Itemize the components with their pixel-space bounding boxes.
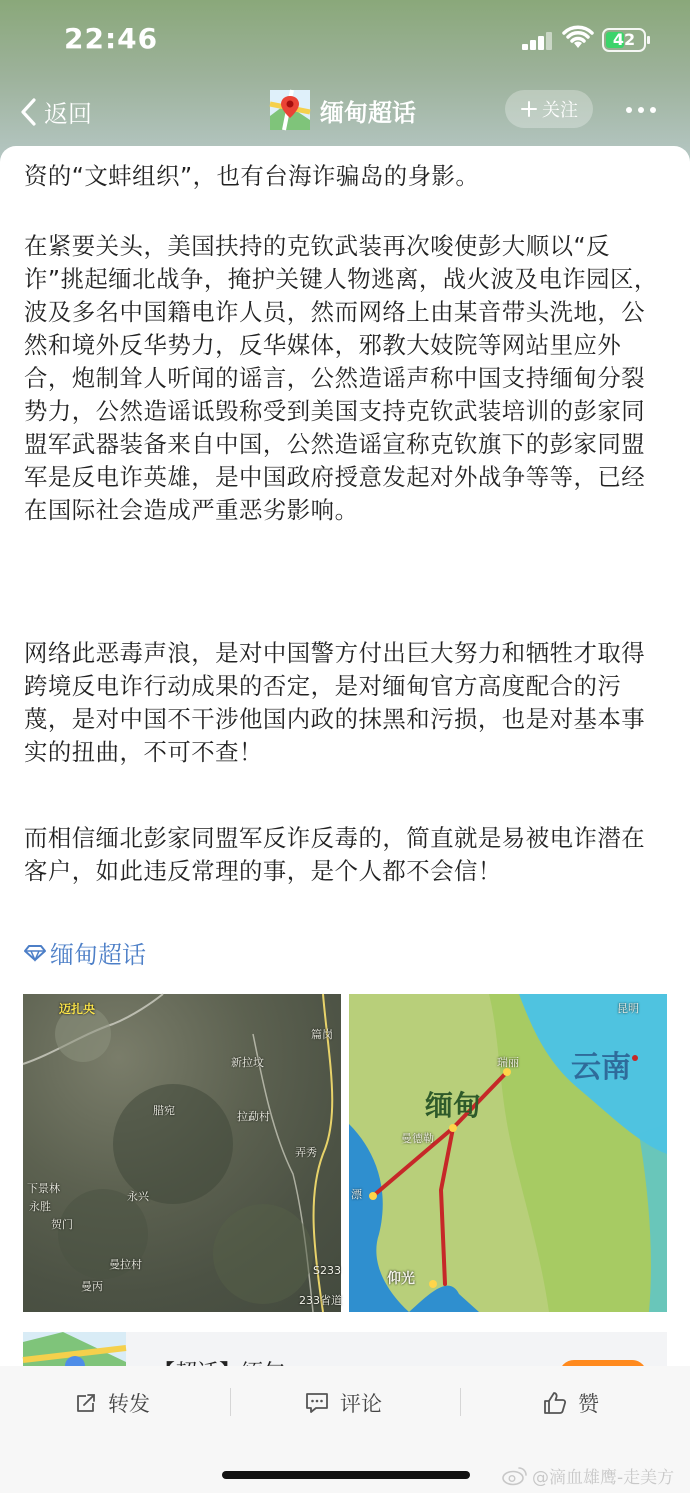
back-label: 返回 bbox=[44, 100, 92, 128]
clock: 22:46 bbox=[64, 22, 159, 55]
battery-level: 42 bbox=[612, 30, 636, 49]
status-bar bbox=[0, 0, 690, 80]
share-icon bbox=[74, 1391, 98, 1415]
post-paragraph: 网络此恶毒声浪，是对中国警方付出巨大努力和牺牲才取得跨境反电诈行动成果的否定，是对缅甸官方高度配合的污蔑，是对中国不干涉他国内政的抹黑和污损，也是对基本事实的扭曲，不可不查！ bbox=[24, 639, 646, 766]
map-label: 曼拉村 bbox=[109, 1258, 142, 1271]
cellular-signal-icon bbox=[522, 30, 554, 50]
comment-button[interactable] bbox=[304, 1386, 382, 1420]
comment-label: 评论 bbox=[340, 1392, 382, 1416]
plus-icon bbox=[520, 100, 538, 118]
map-label: 新拉坟 bbox=[231, 1056, 264, 1069]
follow-label: 关注 bbox=[542, 100, 578, 121]
map-label: 永兴 bbox=[127, 1190, 149, 1203]
like-label: 赞 bbox=[578, 1392, 599, 1416]
wifi-icon bbox=[562, 26, 594, 50]
map-label: 迈扎央 bbox=[59, 1002, 96, 1016]
home-indicator bbox=[222, 1471, 470, 1479]
map-label: 233省道 bbox=[299, 1294, 342, 1307]
map-label: S233 bbox=[313, 1264, 341, 1277]
more-dot-icon bbox=[626, 107, 632, 113]
like-button[interactable] bbox=[542, 1386, 599, 1420]
map-label: 曼德勒 bbox=[401, 1132, 434, 1145]
chevron-left-icon bbox=[18, 97, 40, 127]
toolbar-divider bbox=[460, 1388, 461, 1416]
thumbs-up-icon bbox=[542, 1390, 568, 1416]
map-region-label: 缅甸 bbox=[425, 1089, 482, 1122]
post-body bbox=[0, 146, 690, 1366]
maps-app-icon bbox=[270, 90, 310, 130]
topic-title[interactable] bbox=[270, 90, 416, 130]
watermark bbox=[502, 1463, 674, 1488]
map-label: 瑞丽 bbox=[497, 1056, 519, 1069]
map-label: 弄秀 bbox=[295, 1146, 317, 1159]
map-label: 仰光 bbox=[387, 1271, 415, 1287]
post-paragraph: 而相信缅北彭家同盟军反诈反毒的，简直就是易被电诈潜在客户，如此违反常理的事，是个人都不会信！ bbox=[24, 824, 646, 885]
map-label: 昆明 bbox=[617, 1002, 639, 1015]
repost-label: 转发 bbox=[108, 1392, 150, 1416]
follow-button[interactable] bbox=[505, 90, 593, 128]
battery-icon bbox=[602, 28, 646, 52]
map-label: 下景林 bbox=[27, 1182, 60, 1195]
post-paragraph: 资的“文蚌组织”，也有台海诈骗岛的身影。 bbox=[24, 162, 480, 190]
toolbar-divider bbox=[230, 1388, 231, 1416]
topic-link-label: 缅甸超话 bbox=[50, 941, 146, 969]
map-label: 腊宛 bbox=[153, 1104, 175, 1117]
navigation-bar bbox=[0, 84, 690, 136]
post-paragraph: 在紧要关头，美国扶持的克钦武装再次唆使彭大顺以“反诈”挑起缅北战争，掩护关键人物逃离，战火波及电诈园区，波及多名中国籍电诈人员，然而网络上由某音带头洗地，公然和境外反华势力，反华媒体，邪教大妓院等网站里应外合，炮制耸人听闻的谣言，公然造谣声称中国支持缅甸分裂势力，公然造谣诋毁称受到美国支持克钦武装培训的彭家同盟军武器装备来自中国，公然造谣宣称克钦旗下的彭家同盟军是反电诈英雄，是中国政府授意发起对外战争等等，已经在国际社会造成严重恶劣影响。 bbox=[24, 232, 658, 524]
map-label: 漂 bbox=[351, 1188, 362, 1201]
more-options-button[interactable] bbox=[626, 98, 670, 122]
page-title: 缅甸超话 bbox=[320, 98, 416, 127]
diamond-icon bbox=[24, 944, 46, 962]
map-label: 贺门 bbox=[51, 1218, 73, 1231]
route-map-image[interactable] bbox=[349, 994, 667, 1312]
more-dot-icon bbox=[650, 107, 656, 113]
map-region-label: 云南 bbox=[571, 1050, 631, 1085]
map-label: 拉勐村 bbox=[237, 1110, 270, 1123]
weibo-logo-icon bbox=[502, 1466, 528, 1486]
topic-link[interactable] bbox=[24, 935, 146, 970]
map-label: 永胜 bbox=[29, 1200, 51, 1213]
comment-icon bbox=[304, 1391, 330, 1415]
more-dot-icon bbox=[638, 107, 644, 113]
watermark-text: @滴血雄鹰-走美方 bbox=[532, 1468, 675, 1488]
repost-button[interactable] bbox=[74, 1386, 150, 1420]
map-label: 曼丙 bbox=[81, 1280, 103, 1293]
back-button[interactable] bbox=[18, 94, 92, 129]
satellite-map-image[interactable] bbox=[23, 994, 341, 1312]
map-label: 篇岗 bbox=[311, 1028, 333, 1041]
